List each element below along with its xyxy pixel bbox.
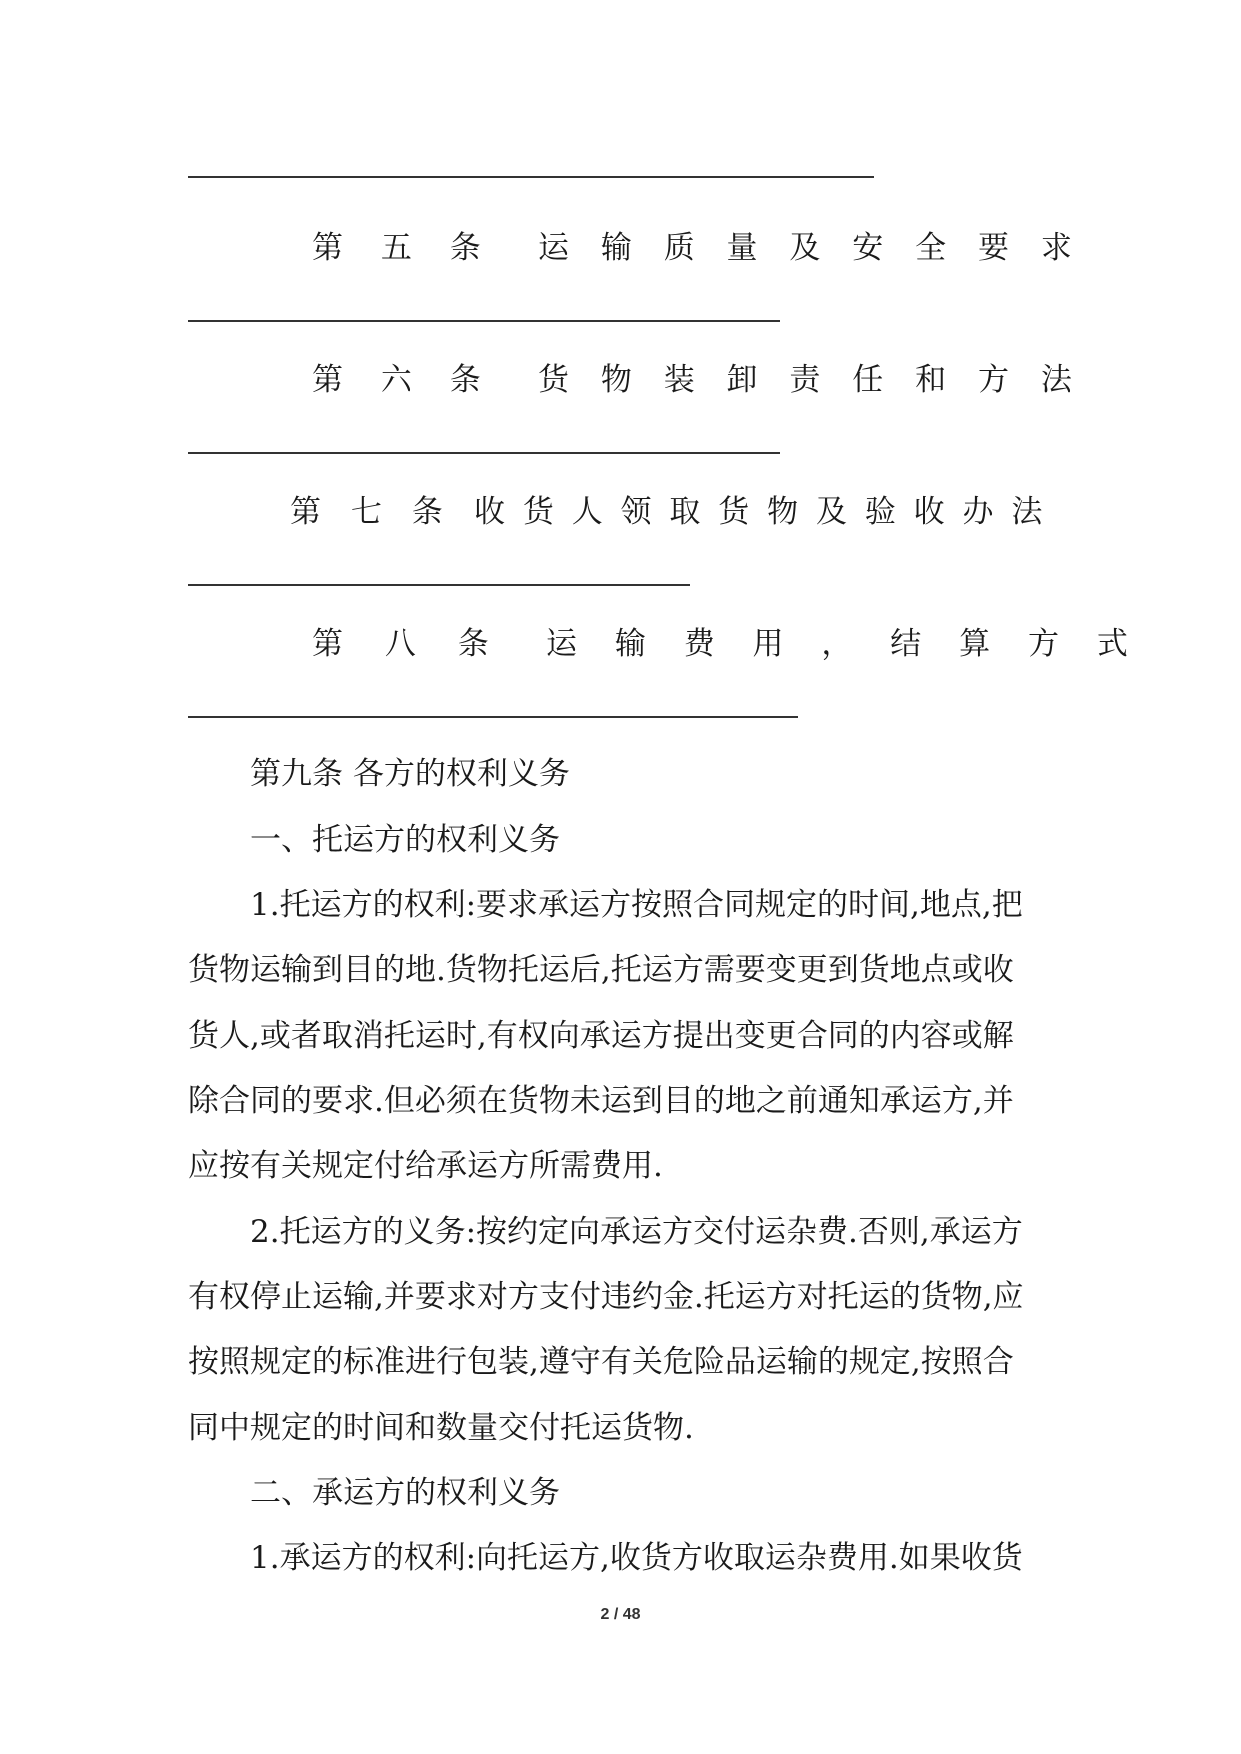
article-label: 第 七 条 [290, 494, 453, 530]
article-title: 货 物 装 卸 责 任 和 方 法 [538, 362, 1083, 398]
paragraph-line: 有权停止运输,并要求对方支付违约金.托运方对托运的货物,应 [188, 1279, 1024, 1315]
article-label: 第 五 条 [312, 230, 495, 266]
paragraph-line: 货人,或者取消托运时,有权向承运方提出变更合同的内容或解 [188, 1018, 1014, 1054]
paragraph-line: 货物运输到目的地.货物托运后,托运方需要变更到货地点或收 [188, 952, 1014, 988]
fill-in-line [188, 176, 874, 178]
paragraph-line: 2.托运方的义务:按约定向承运方交付运杂费.否则,承运方 [250, 1214, 1023, 1250]
article9-title: 第九条 各方的权利义务 [250, 756, 570, 792]
article-label: 第 六 条 [312, 362, 495, 398]
article-title: 运 输 费 用 ， 结 算 方 式 [546, 626, 1142, 662]
paragraph-line: 应按有关规定付给承运方所需费用. [188, 1148, 663, 1184]
fill-in-line [188, 452, 780, 454]
paragraph-line: 1.承运方的权利:向托运方,收货方收取运杂费用.如果收货 [250, 1540, 1023, 1576]
article-title: 运 输 质 量 及 安 全 要 求 [538, 230, 1083, 266]
section2-heading: 二、承运方的权利义务 [250, 1475, 560, 1511]
article-label: 第 八 条 [312, 626, 505, 662]
fill-in-line [188, 716, 798, 718]
fill-in-line [188, 320, 780, 322]
paragraph-line: 同中规定的时间和数量交付托运货物. [188, 1410, 694, 1446]
section1-heading: 一、托运方的权利义务 [250, 822, 560, 858]
page-number: 2 / 48 [600, 1606, 641, 1623]
article-title: 收 货 人 领 取 货 物 及 验 收 办 法 [474, 494, 1047, 530]
fill-in-line [188, 584, 690, 586]
paragraph-line: 1.托运方的权利:要求承运方按照合同规定的时间,地点,把 [250, 887, 1023, 923]
paragraph-line: 除合同的要求.但必须在货物未运到目的地之前通知承运方,并 [188, 1083, 1014, 1119]
paragraph-line: 按照规定的标准进行包装,遵守有关危险品运输的规定,按照合 [188, 1344, 1014, 1380]
